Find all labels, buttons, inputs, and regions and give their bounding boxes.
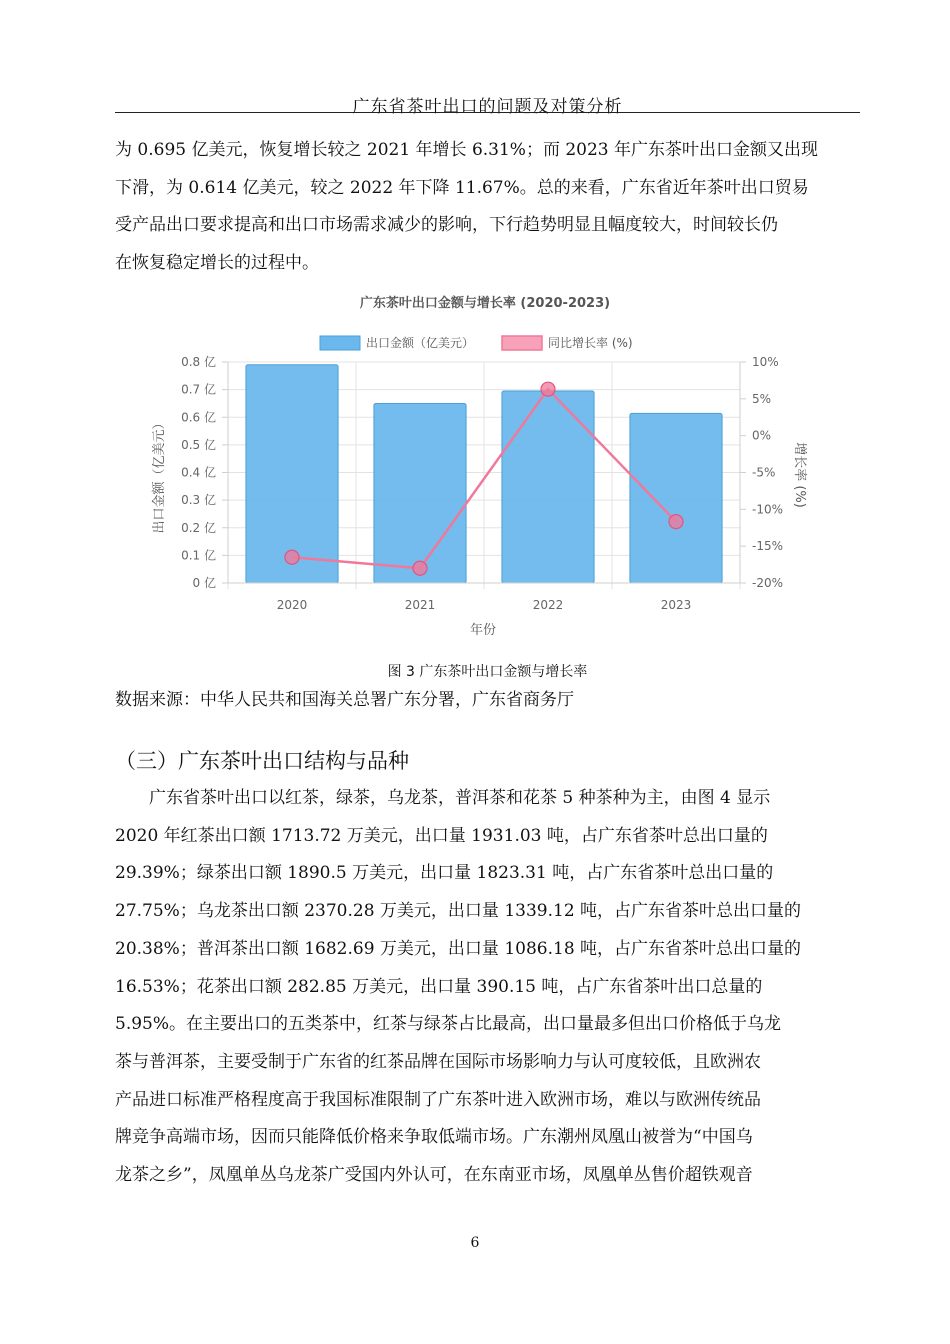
section-heading: （三）广东茶叶出口结构与品种 <box>115 749 409 773</box>
text-line: 下滑，为 0.614 亿美元，较之 2022 年下降 11.67%。总的来看，广东省近年茶叶出口贸易 <box>115 177 809 198</box>
growth-point-2021 <box>413 561 427 575</box>
y2-tick-label: 10% <box>752 355 779 369</box>
y-tick-label: 0.1 亿 <box>181 548 216 563</box>
y-tick-label: 0 亿 <box>192 576 216 590</box>
chart-title: 广东茶叶出口金额与增长率 (2020-2023) <box>359 296 611 311</box>
text-line: 20.38%；普洱茶出口额 1682.69 万美元，出口量 1086.18 吨，占广东省茶叶总出口量的 <box>115 938 802 959</box>
data-source-note: 数据来源：中华人民共和国海关总署广东分署，广东省商务厅 <box>115 690 574 710</box>
x-axis-title: 年份 <box>469 623 497 638</box>
x-tick-label: 2020 <box>276 598 308 612</box>
text-line: 2020 年红茶出口额 1713.72 万美元，出口量 1931.03 吨，占广东省茶叶总出口量的 <box>115 825 768 846</box>
y-tick-label: 0.2 亿 <box>181 520 216 535</box>
legend-swatch-amount <box>320 336 360 350</box>
legend-swatch-growth <box>502 336 542 350</box>
text-line: 产品进口标准严格程度高于我国标准限制了广东茶叶进入欧洲市场，难以与欧洲传统品 <box>115 1089 761 1110</box>
legend-label-growth: 同比增长率 (%) <box>548 336 633 350</box>
chart-svg <box>150 287 820 647</box>
y2-tick-label: -20% <box>752 576 784 590</box>
text-line: 牌竞争高端市场，因而只能降低价格来争取低端市场。广东潮州凤凰山被誉为“中国乌 <box>115 1127 753 1148</box>
growth-point-2022 <box>541 382 555 396</box>
bar-2021 <box>374 403 466 583</box>
chart-legend <box>320 335 633 350</box>
page-number: 6 <box>470 1235 480 1251</box>
text-line: 16.53%；花茶出口额 282.85 万美元，出口量 390.15 吨，占广东省茶叶出口总量的 <box>115 976 763 997</box>
text-line: 27.75%；乌龙茶出口额 2370.28 万美元，出口量 1339.12 吨，占广东省茶叶总出口量的 <box>115 901 802 922</box>
bar-2023 <box>630 413 722 583</box>
text-line: 受产品出口要求提高和出口市场需求减少的影响，下行趋势明显且幅度较大，时间较长仍 <box>115 215 778 236</box>
text-line: 在恢复稳定增长的过程中。 <box>115 253 319 274</box>
y2-tick-label: -5% <box>752 465 776 480</box>
text-line: 5.95%。在主要出口的五类茶中，红茶与绿茶占比最高，出口量最多但出口价格低于乌龙 <box>115 1014 782 1035</box>
export-chart <box>150 287 820 647</box>
x-tick-label: 2022 <box>532 598 564 612</box>
legend-label-amount: 出口金额（亿美元） <box>366 336 475 350</box>
y-tick-label: 0.3 亿 <box>181 493 216 508</box>
growth-point-2020 <box>285 550 299 564</box>
header-rule <box>115 112 860 113</box>
text-line: 茶与普洱茶，主要受制于广东省的红茶品牌在国际市场影响力与认可度较低，且欧洲农 <box>115 1051 761 1072</box>
y2-tick-label: -10% <box>752 502 784 517</box>
text-line: 龙茶之乡”，凤凰单丛乌龙茶广受国内外认可，在东南亚市场，凤凰单丛售价超铁观音 <box>115 1165 753 1186</box>
intro-paragraph <box>115 132 860 283</box>
bar-2022 <box>502 391 594 583</box>
y2-tick-label: 5% <box>752 391 772 406</box>
y-tick-label: 0.5 亿 <box>181 437 216 452</box>
y-axis-title: 出口金额（亿美元） <box>152 416 167 534</box>
y2-tick-label: -15% <box>752 539 784 554</box>
growth-point-2023 <box>669 515 683 529</box>
running-header: 广东省茶叶出口的问题及对策分析 <box>352 97 623 117</box>
y-tick-label: 0.4 亿 <box>181 465 216 480</box>
y2-axis-title: 增长率 (%) <box>792 442 807 508</box>
x-tick-label: 2023 <box>660 598 692 612</box>
text-line: 为 0.695 亿美元，恢复增长较之 2021 年增长 6.31%；而 2023 年广东茶叶出口金额又出现 <box>115 140 819 160</box>
text-line: 29.39%；绿茶出口额 1890.5 万美元，出口量 1823.31 吨，占广东省茶叶总出口量的 <box>115 863 774 884</box>
y-tick-label: 0.8 亿 <box>181 355 216 369</box>
x-tick-label: 2021 <box>404 598 436 612</box>
y-tick-label: 0.7 亿 <box>181 382 216 397</box>
y2-tick-label: 0% <box>752 428 772 443</box>
text-line: 广东省茶叶出口以红茶，绿茶，乌龙茶，普洱茶和花茶 5 种茶种为主，由图 4 显示 <box>115 788 771 808</box>
figure-caption: 图 3 广东茶叶出口金额与增长率 <box>387 664 588 680</box>
y-tick-label: 0.6 亿 <box>181 410 216 425</box>
body-paragraph <box>115 780 860 1195</box>
